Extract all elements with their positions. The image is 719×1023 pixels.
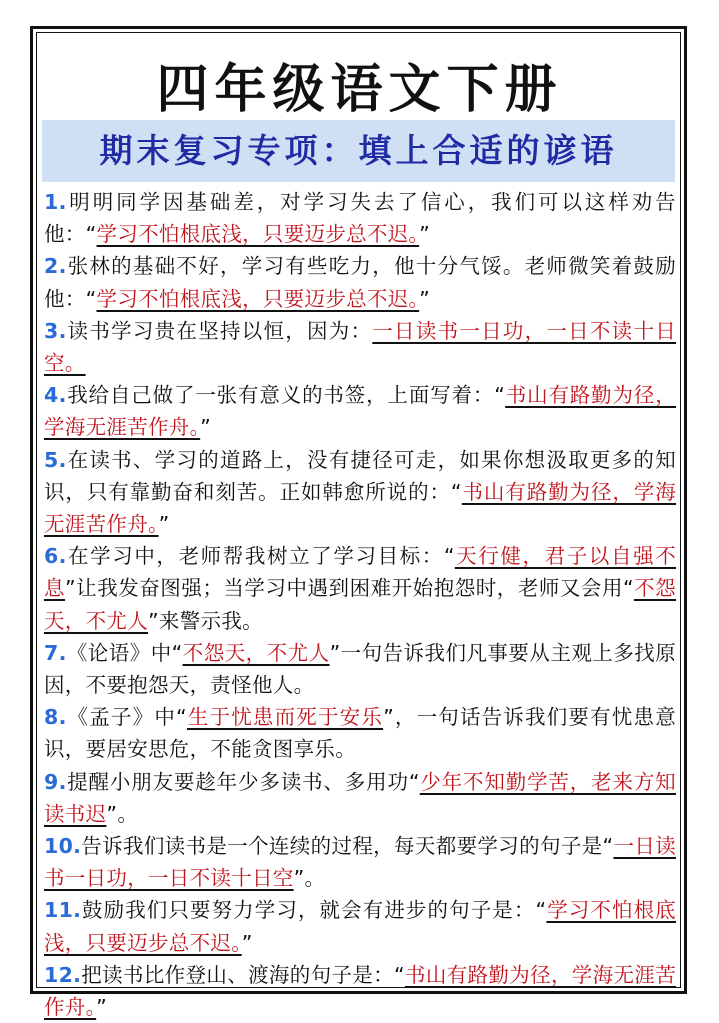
question-item [44, 766, 676, 830]
question-text: 张林的基础不好，学习有些吃力，他十分气馁。老师微笑着鼓励他：“ [44, 254, 676, 311]
question-number: 6. [44, 544, 67, 569]
question-text: ”来警示我。 [148, 608, 263, 633]
question-text: 把读书比作登山、渡海的句子是：“ [81, 962, 405, 987]
question-item [44, 186, 676, 250]
answer-text: 一日读书一日功，一日不读十日空。 [44, 318, 677, 376]
question-number: 8. [44, 705, 67, 730]
question-text: ”一句告诉我们凡事要从主观上多找原因，不要抱怨天，责怪他人。 [44, 640, 676, 698]
question-item [44, 250, 676, 314]
question-number: 2. [44, 254, 67, 279]
question-item [44, 379, 676, 443]
page-title: 四年级语文下册 [156, 59, 563, 120]
question-item [44, 315, 676, 379]
question-number: 1. [44, 190, 67, 214]
question-text: ”。 [106, 801, 139, 826]
answer-text: 天行健，君子以自强不息 [44, 544, 676, 601]
question-text: ” [419, 286, 431, 311]
question-number: 5. [44, 447, 67, 472]
question-text: ”，一句话告诉我们要有忧患意识，要居安思危，不能贪图享乐。 [44, 705, 677, 762]
answer-text: 一日读书一日功，一日不读十日空 [44, 834, 677, 891]
question-number: 9. [44, 769, 67, 794]
question-text: ”让我发奋图强；当学习中遇到困难开始抱怨时，老师又会用“ [65, 576, 634, 601]
answer-text: 学习不怕根底浅，只要迈步总不迟。 [44, 898, 676, 955]
question-text: 《孟子》中“ [66, 705, 187, 730]
subtitle-banner [42, 120, 675, 182]
question-text: ” [96, 995, 108, 1020]
question-item [44, 894, 676, 958]
question-list [44, 186, 676, 1023]
subtitle: 期末复习专项：填上合适的谚语 [99, 131, 618, 170]
answer-text: 书山有路勤为径，学海无涯苦作舟。 [44, 383, 677, 440]
question-text: 明明同学因基础差，对学习失去了信心，我们可以这样劝告他：“ [44, 190, 676, 247]
question-number: 12. [44, 962, 82, 987]
question-number: 10. [44, 834, 82, 859]
question-item [44, 959, 676, 1023]
question-text: 鼓励我们只要努力学习，就会有进步的句子是：“ [81, 898, 547, 923]
question-text: ” [200, 415, 212, 440]
answer-text: 不怨天，不尤人 [44, 576, 676, 633]
question-number: 11. [44, 898, 82, 923]
answer-text: 书山有路勤为径，学海无涯苦作舟。 [44, 479, 677, 537]
question-text: ” [158, 512, 170, 537]
question-text: 在读书、学习的道路上，没有捷径可走，如果你想汲取更多的知识，只有靠勤奋和刻苦。正如韩愈所说的：“ [44, 447, 676, 504]
question-number: 3. [44, 318, 67, 343]
answer-text: 书山有路勤为径，学海无涯苦作舟。 [44, 962, 677, 1020]
question-text: 提醒小朋友要趁年少多读书、多用功“ [66, 769, 420, 794]
question-item [44, 637, 676, 701]
answer-text: 生于忧患而死于安乐 [186, 705, 384, 730]
question-text: ” [419, 222, 431, 247]
question-item [44, 701, 676, 765]
question-text: 《论语》中“ [66, 640, 183, 665]
question-item [44, 540, 676, 637]
answer-text: 不怨天，不尤人 [182, 640, 330, 665]
question-number: 7. [44, 640, 67, 665]
question-text: ” [241, 930, 253, 955]
answer-text: 少年不知勤学苦，老来方知读书迟 [44, 769, 676, 826]
question-item [44, 830, 676, 894]
question-item [44, 444, 676, 541]
question-text: 我给自己做了一张有意义的书签，上面写着：“ [66, 383, 506, 408]
question-text: ”。 [293, 866, 326, 891]
answer-text: 学习不怕根底浅，只要迈步总不迟。 [96, 222, 420, 247]
answer-text: 学习不怕根底浅，只要迈步总不迟。 [96, 286, 420, 311]
question-text: 在学习中，老师帮我树立了学习目标：“ [66, 544, 455, 569]
question-number: 4. [44, 383, 67, 408]
question-text: 告诉我们读书是一个连续的过程，每天都要学习的句子是“ [81, 834, 614, 859]
question-text: 读书学习贵在坚持以恒，因为： [66, 318, 373, 343]
